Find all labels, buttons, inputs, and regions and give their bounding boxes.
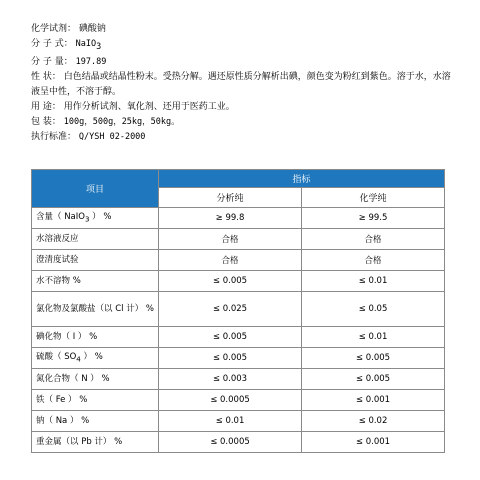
item-cell xyxy=(32,348,159,369)
reagent-name-label: 化学试剂： xyxy=(31,24,77,34)
analytical-grade-value: 合格 xyxy=(159,229,302,250)
analytical-grade-value: ≤ 0.005 xyxy=(159,348,302,369)
table-row xyxy=(32,348,445,369)
item-cell xyxy=(32,432,159,453)
properties-label: 性 状： xyxy=(31,71,61,82)
usage-label: 用 途： xyxy=(31,101,61,112)
specification-table xyxy=(31,169,445,453)
chemical-grade-value: ≥ 99.5 xyxy=(302,208,445,229)
table-row xyxy=(32,250,445,271)
item-cell xyxy=(32,411,159,432)
analytical-grade-value: ≤ 0.005 xyxy=(159,327,302,348)
table-row xyxy=(32,390,445,411)
item-cell xyxy=(32,229,159,250)
reagent-name-value: 碘酸钠 xyxy=(78,24,106,34)
item-cell xyxy=(32,250,159,271)
packaging-row xyxy=(31,115,451,130)
item-subscript: 3 xyxy=(84,214,90,224)
item-cell xyxy=(32,208,159,229)
chemical-grade-value: ≤ 0.001 xyxy=(302,390,445,411)
item-text: 铁（ Fe ） % xyxy=(36,395,88,405)
chemical-grade-header: 化学纯 xyxy=(302,188,445,208)
chemical-grade-value: ≤ 0.02 xyxy=(302,411,445,432)
packaging-label: 包 装： xyxy=(31,116,61,127)
item-text: 澄清度试验 xyxy=(36,255,79,265)
item-unit: ） % xyxy=(89,211,112,222)
analytical-grade-value: ≥ 99.8 xyxy=(159,208,302,229)
standard-value: Q/YSH 02-2000 xyxy=(78,131,146,142)
analytical-grade-value: ≤ 0.01 xyxy=(159,411,302,432)
chemical-grade-value: ≤ 0.005 xyxy=(302,348,445,369)
item-cell xyxy=(32,390,159,411)
product-info xyxy=(31,22,451,145)
item-text: 含量（ NaIO xyxy=(36,211,85,222)
analytical-grade-value: ≤ 0.005 xyxy=(159,271,302,292)
chemical-grade-value: 合格 xyxy=(302,229,445,250)
molecular-weight-row xyxy=(31,55,451,70)
item-column-header: 项目 xyxy=(32,170,159,208)
formula-label: 分 子 式： xyxy=(31,39,73,49)
standard-row xyxy=(31,130,451,145)
item-text: 钠（ Na ） % xyxy=(36,416,90,426)
standard-label: 执行标准： xyxy=(31,131,77,142)
chemical-grade-value: ≤ 0.05 xyxy=(302,292,445,327)
formula-value: NaIO xyxy=(75,39,97,49)
item-unit: ） % xyxy=(80,351,103,362)
index-column-header: 指标 xyxy=(159,170,445,188)
table-row xyxy=(32,369,445,390)
table-row xyxy=(32,432,445,453)
analytical-grade-value: ≤ 0.0005 xyxy=(159,390,302,411)
item-cell xyxy=(32,369,159,390)
chemical-grade-value: ≤ 0.01 xyxy=(302,271,445,292)
usage-value: 用作分析试剂、氧化剂、还用于医药工业。 xyxy=(63,101,235,112)
table-row xyxy=(32,411,445,432)
item-text: 氯化物及氯酸盐（以 Cl 计） % xyxy=(36,304,154,314)
item-text: 氮化合物（ N ） % xyxy=(36,374,110,384)
table-row xyxy=(32,292,445,327)
chemical-grade-value: ≤ 0.01 xyxy=(302,327,445,348)
formula-subscript: 3 xyxy=(96,41,102,52)
packaging-value: 100g，500g，25kg，50kg。 xyxy=(63,116,180,127)
analytical-grade-value: ≤ 0.0005 xyxy=(159,432,302,453)
chemical-grade-value: ≤ 0.001 xyxy=(302,432,445,453)
table-row xyxy=(32,229,445,250)
analytical-grade-header: 分析纯 xyxy=(159,188,302,208)
formula-row xyxy=(31,37,451,55)
item-cell xyxy=(32,327,159,348)
item-cell xyxy=(32,271,159,292)
item-text: 硫酸（ SO xyxy=(36,351,77,362)
item-cell xyxy=(32,292,159,327)
chemical-grade-value: ≤ 0.005 xyxy=(302,369,445,390)
table-row xyxy=(32,208,445,229)
analytical-grade-value: 合格 xyxy=(159,250,302,271)
table-header-row xyxy=(32,170,445,188)
table-row xyxy=(32,327,445,348)
usage-row xyxy=(31,100,451,115)
item-text: 碘化物（ I ） % xyxy=(36,332,98,342)
properties-row xyxy=(31,70,451,100)
table-row xyxy=(32,271,445,292)
chemical-grade-value: 合格 xyxy=(302,250,445,271)
analytical-grade-value: ≤ 0.025 xyxy=(159,292,302,327)
analytical-grade-value: ≤ 0.003 xyxy=(159,369,302,390)
item-text: 水不溶物 % xyxy=(36,276,81,286)
reagent-name-row xyxy=(31,22,451,37)
item-subscript: 4 xyxy=(76,354,81,364)
item-text: 重金属（以 Pb 计） % xyxy=(36,437,123,447)
properties-value: 白色结晶或结晶性粉末。受热分解。遇还原性质分解析出碘，颜色变为粉红到紫色。溶于水，水溶液呈中性，不溶于醇。 xyxy=(31,71,451,97)
molecular-weight-label: 分 子 量： xyxy=(31,56,73,67)
molecular-weight-value: 197.89 xyxy=(75,56,107,67)
item-text: 水溶液反应 xyxy=(36,234,79,244)
